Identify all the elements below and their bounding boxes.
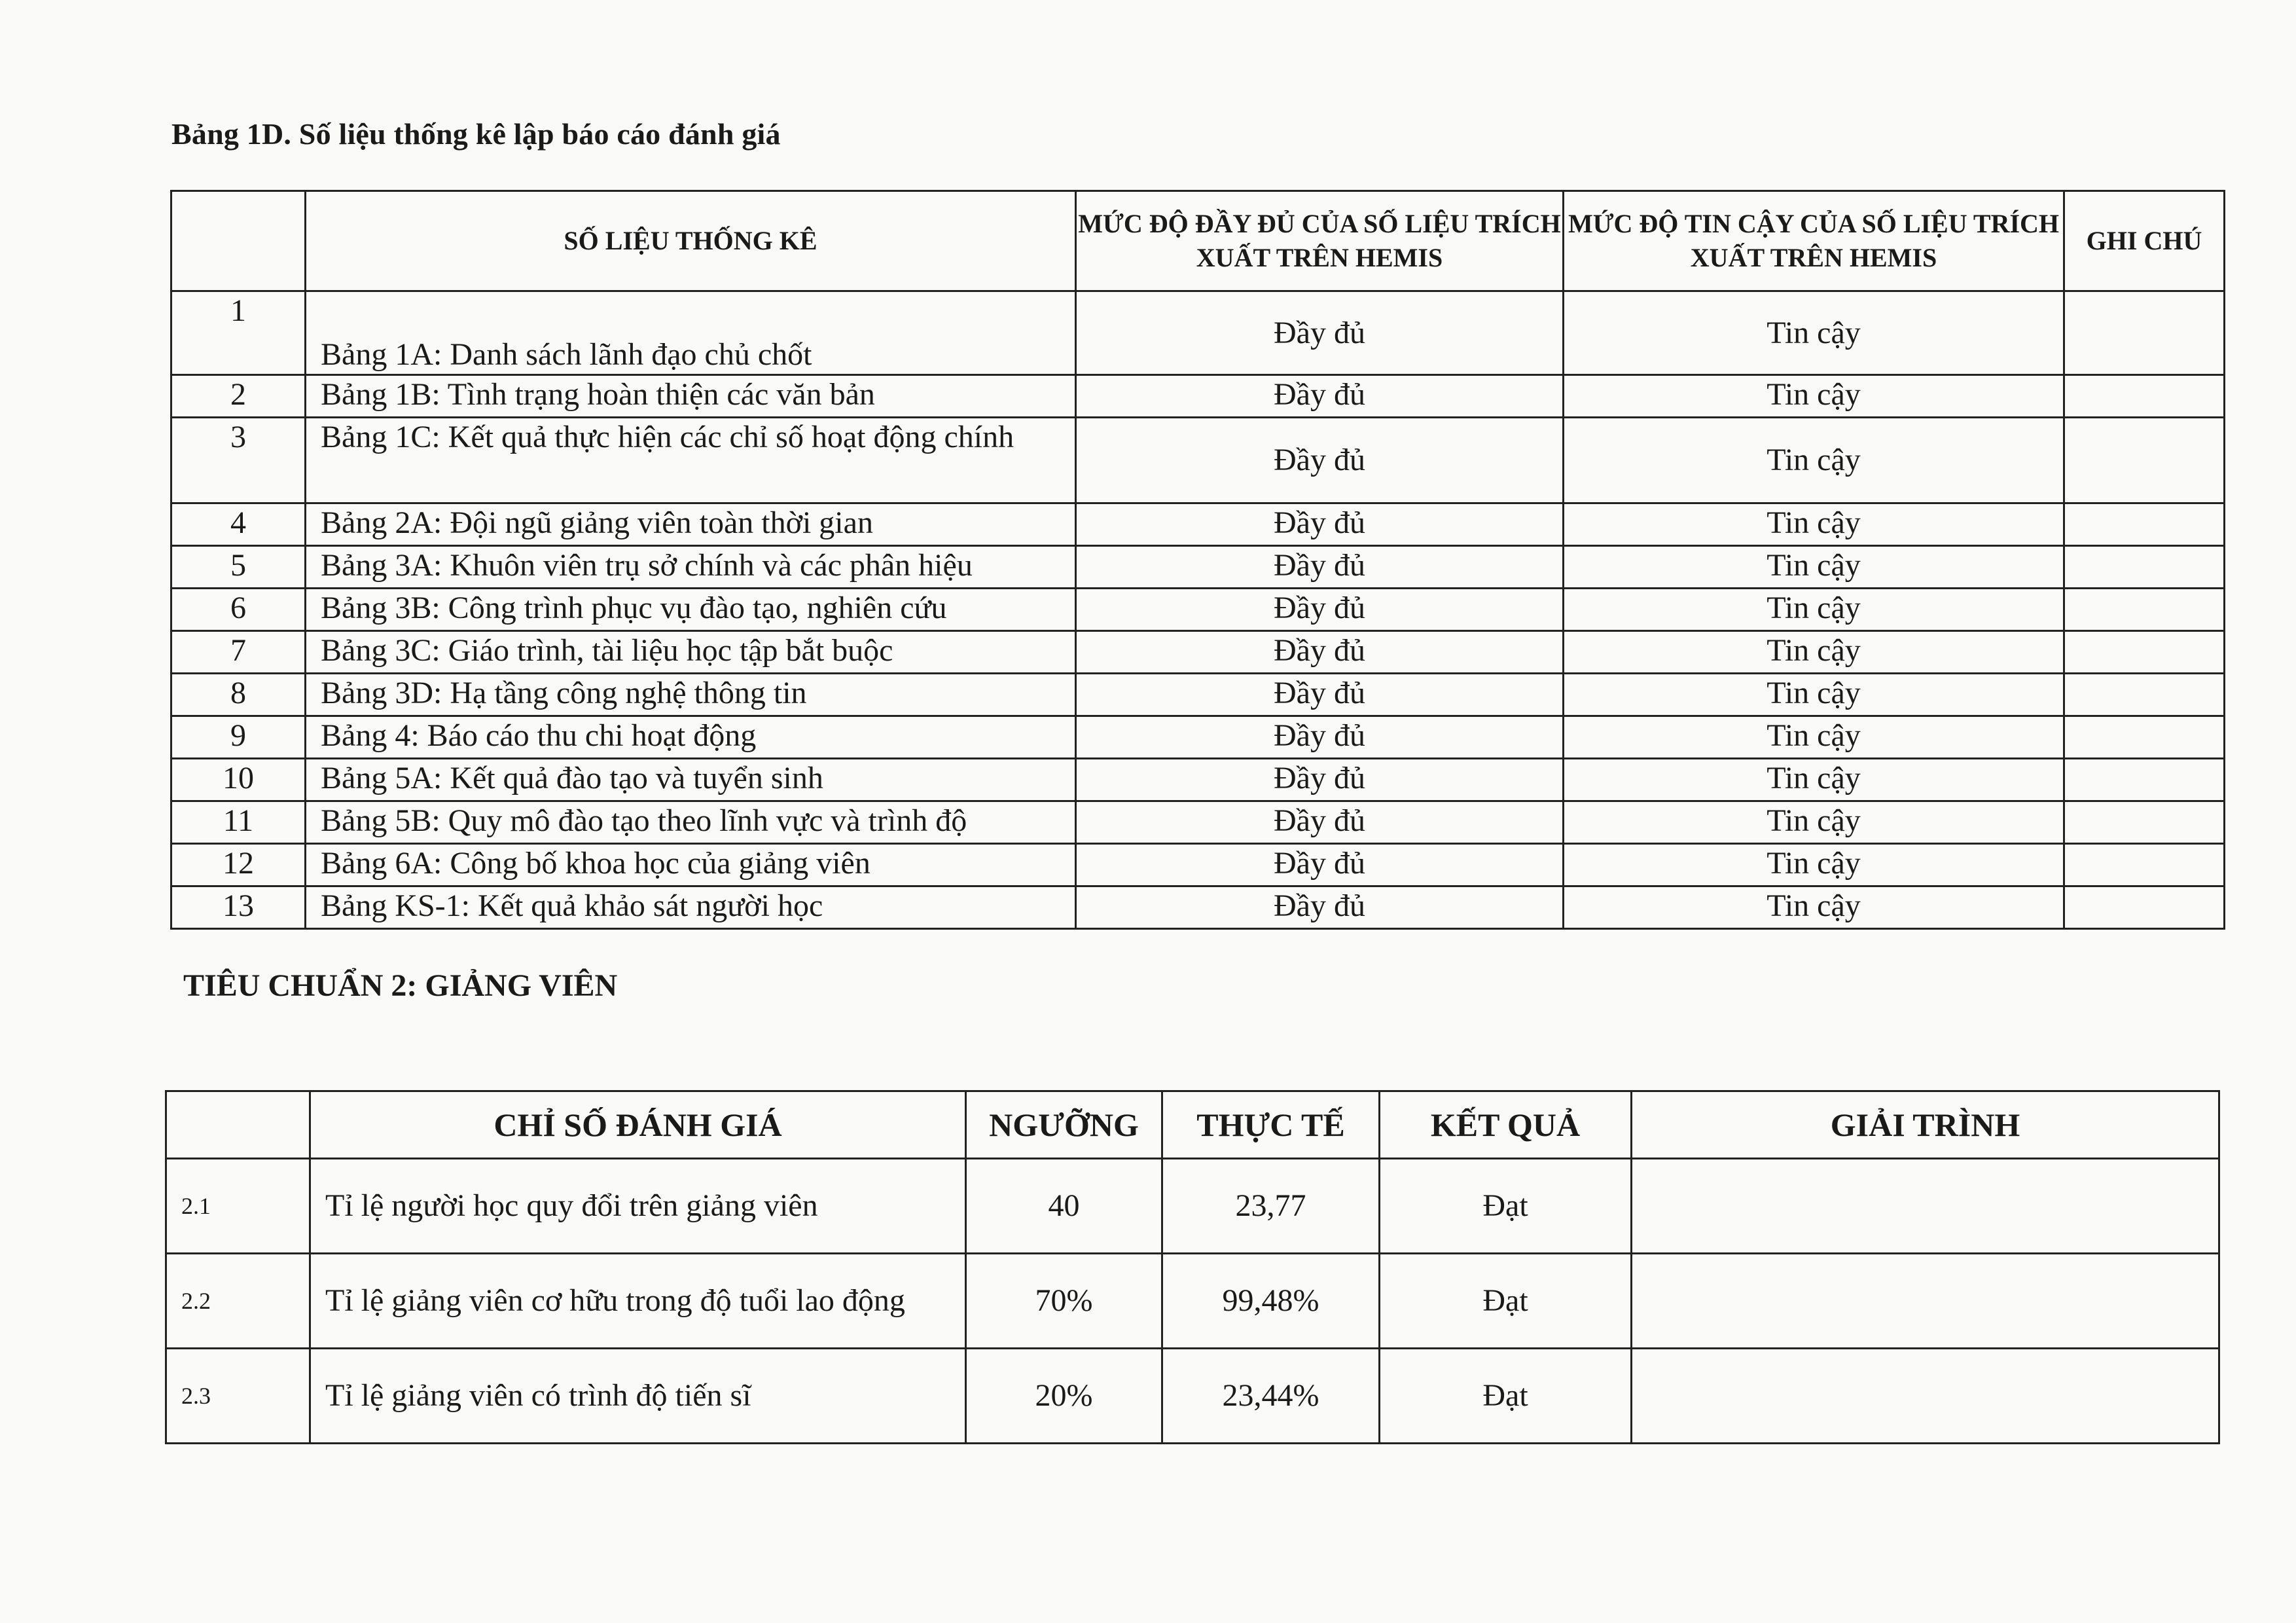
row-reliability: Tin cậy [1564, 418, 2064, 503]
criterion-result: Đạt [1380, 1349, 1632, 1444]
row-note [2064, 759, 2225, 801]
table-row [171, 418, 2225, 503]
row-completeness: Đầy đủ [1076, 844, 1564, 886]
row-number: 3 [171, 418, 306, 503]
row-number: 5 [171, 546, 306, 589]
row-reliability: Tin cậy [1564, 674, 2064, 716]
table-row [171, 759, 2225, 801]
row-note [2064, 503, 2225, 546]
header-threshold: NGƯỠNG [966, 1091, 1162, 1159]
criterion-name: Tỉ lệ giảng viên có trình độ tiến sĩ [310, 1349, 966, 1444]
criterion-name: Tỉ lệ người học quy đổi trên giảng viên [310, 1159, 966, 1254]
row-stat-name: Bảng 1A: Danh sách lãnh đạo chủ chốt [306, 291, 1076, 375]
table-row [171, 546, 2225, 589]
table-row [171, 801, 2225, 844]
header-completeness: MỨC ĐỘ ĐẦY ĐỦ CỦA SỐ LIỆU TRÍCH XUẤT TRÊN HEMIS [1076, 191, 1564, 291]
header-code [166, 1091, 310, 1159]
row-completeness: Đầy đủ [1076, 503, 1564, 546]
header-no [171, 191, 306, 291]
row-stat-name: Bảng 3A: Khuôn viên trụ sở chính và các phân hiệu [306, 546, 1076, 589]
row-reliability: Tin cậy [1564, 375, 2064, 418]
row-completeness: Đầy đủ [1076, 886, 1564, 929]
criterion-name: Tỉ lệ giảng viên cơ hữu trong độ tuổi lao động [310, 1254, 966, 1349]
row-reliability: Tin cậy [1564, 589, 2064, 631]
row-completeness: Đầy đủ [1076, 801, 1564, 844]
row-completeness: Đầy đủ [1076, 291, 1564, 375]
row-stat-name: Bảng 1B: Tình trạng hoàn thiện các văn bản [306, 375, 1076, 418]
criterion-actual: 99,48% [1162, 1254, 1380, 1349]
row-note [2064, 886, 2225, 929]
table1-caption: Bảng 1D. Số liệu thống kê lập báo cáo đánh giá [171, 117, 781, 151]
table-row [171, 503, 2225, 546]
row-number: 13 [171, 886, 306, 929]
row-reliability: Tin cậy [1564, 546, 2064, 589]
row-number: 11 [171, 801, 306, 844]
table2-header-row [166, 1091, 2219, 1159]
statistics-table [170, 190, 2225, 930]
row-note [2064, 546, 2225, 589]
row-stat-name: Bảng 6A: Công bố khoa học của giảng viên [306, 844, 1076, 886]
table-row [171, 375, 2225, 418]
row-note [2064, 291, 2225, 375]
criterion-result: Đạt [1380, 1159, 1632, 1254]
row-completeness: Đầy đủ [1076, 418, 1564, 503]
row-reliability: Tin cậy [1564, 801, 2064, 844]
row-number: 10 [171, 759, 306, 801]
row-number: 8 [171, 674, 306, 716]
header-actual: THỰC TẾ [1162, 1091, 1380, 1159]
row-number: 4 [171, 503, 306, 546]
header-explanation: GIẢI TRÌNH [1632, 1091, 2219, 1159]
row-reliability: Tin cậy [1564, 631, 2064, 674]
row-completeness: Đầy đủ [1076, 631, 1564, 674]
row-stat-name: Bảng 3C: Giáo trình, tài liệu học tập bắt buộc [306, 631, 1076, 674]
table-row [166, 1254, 2219, 1349]
table-row [171, 631, 2225, 674]
row-note [2064, 801, 2225, 844]
row-completeness: Đầy đủ [1076, 674, 1564, 716]
criterion-explanation [1632, 1349, 2219, 1444]
header-note: GHI CHÚ [2064, 191, 2225, 291]
row-number: 12 [171, 844, 306, 886]
row-number: 6 [171, 589, 306, 631]
row-reliability: Tin cậy [1564, 291, 2064, 375]
table-row [171, 291, 2225, 375]
table-row [171, 716, 2225, 759]
table-row [166, 1159, 2219, 1254]
row-note [2064, 589, 2225, 631]
row-number: 2 [171, 375, 306, 418]
row-reliability: Tin cậy [1564, 759, 2064, 801]
row-completeness: Đầy đủ [1076, 759, 1564, 801]
lecturer-criteria-table [165, 1090, 2220, 1444]
row-stat-name: Bảng 3D: Hạ tầng công nghệ thông tin [306, 674, 1076, 716]
standard2-heading: TIÊU CHUẨN 2: GIẢNG VIÊN [183, 968, 618, 1003]
row-note [2064, 844, 2225, 886]
table-row [171, 589, 2225, 631]
header-stat: SỐ LIỆU THỐNG KÊ [306, 191, 1076, 291]
row-reliability: Tin cậy [1564, 886, 2064, 929]
row-completeness: Đầy đủ [1076, 716, 1564, 759]
row-stat-name: Bảng KS-1: Kết quả khảo sát người học [306, 886, 1076, 929]
criterion-actual: 23,44% [1162, 1349, 1380, 1444]
table-row [171, 674, 2225, 716]
row-reliability: Tin cậy [1564, 503, 2064, 546]
row-note [2064, 674, 2225, 716]
row-note [2064, 418, 2225, 503]
row-completeness: Đầy đủ [1076, 589, 1564, 631]
row-stat-name: Bảng 1C: Kết quả thực hiện các chỉ số hoạt động chính [306, 418, 1076, 503]
row-reliability: Tin cậy [1564, 716, 2064, 759]
row-completeness: Đầy đủ [1076, 375, 1564, 418]
header-criterion: CHỈ SỐ ĐÁNH GIÁ [310, 1091, 966, 1159]
criterion-explanation [1632, 1159, 2219, 1254]
table-row [171, 886, 2225, 929]
row-note [2064, 716, 2225, 759]
criterion-code: 2.1 [166, 1159, 310, 1254]
row-number: 1 [171, 291, 306, 375]
row-note [2064, 631, 2225, 674]
row-note [2064, 375, 2225, 418]
table-row [171, 844, 2225, 886]
criterion-threshold: 20% [966, 1349, 1162, 1444]
criterion-threshold: 70% [966, 1254, 1162, 1349]
criterion-code: 2.2 [166, 1254, 310, 1349]
criterion-threshold: 40 [966, 1159, 1162, 1254]
header-reliability: MỨC ĐỘ TIN CẬY CỦA SỐ LIỆU TRÍCH XUẤT TRÊN HEMIS [1564, 191, 2064, 291]
row-stat-name: Bảng 3B: Công trình phục vụ đào tạo, nghiên cứu [306, 589, 1076, 631]
table-row [166, 1349, 2219, 1444]
row-stat-name: Bảng 5B: Quy mô đào tạo theo lĩnh vực và trình độ [306, 801, 1076, 844]
criterion-actual: 23,77 [1162, 1159, 1380, 1254]
criterion-code: 2.3 [166, 1349, 310, 1444]
header-result: KẾT QUẢ [1380, 1091, 1632, 1159]
criterion-explanation [1632, 1254, 2219, 1349]
row-completeness: Đầy đủ [1076, 546, 1564, 589]
row-number: 9 [171, 716, 306, 759]
row-stat-name: Bảng 2A: Đội ngũ giảng viên toàn thời gian [306, 503, 1076, 546]
criterion-result: Đạt [1380, 1254, 1632, 1349]
row-reliability: Tin cậy [1564, 844, 2064, 886]
row-stat-name: Bảng 5A: Kết quả đào tạo và tuyển sinh [306, 759, 1076, 801]
row-stat-name: Bảng 4: Báo cáo thu chi hoạt động [306, 716, 1076, 759]
table1-header-row [171, 191, 2225, 291]
row-number: 7 [171, 631, 306, 674]
